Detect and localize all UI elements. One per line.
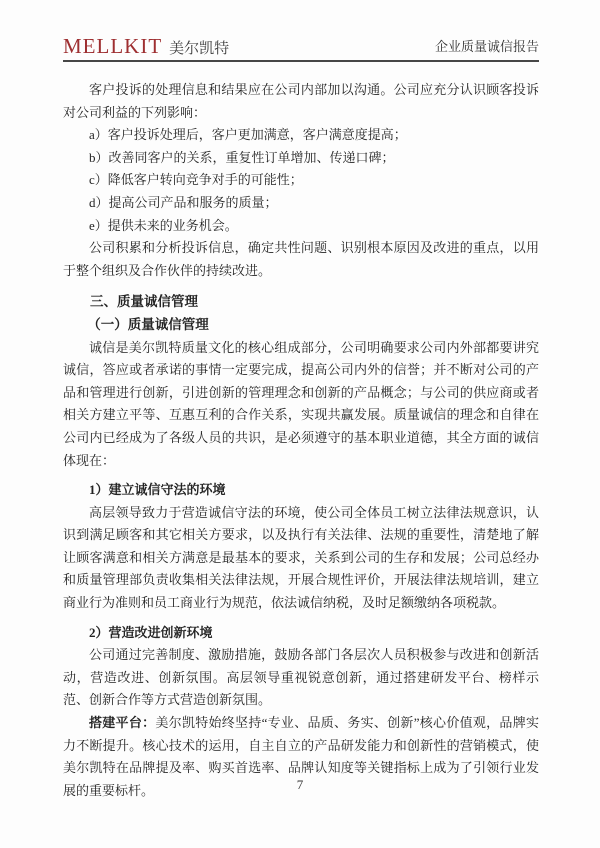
heading-law-abiding-environment: 1）建立诚信守法的环境 xyxy=(89,482,226,498)
section-heading-quality-integrity: 三、质量诚信管理 xyxy=(90,294,198,310)
document-body xyxy=(63,79,539,802)
paragraph-law-abiding-environment: 高层领导致力于营造诚信守法的环境，使公司全体员工树立法律法规意识，认识到满足顾客和其它相关方要求，以及执行有关法律、法规的重要性，清楚地了解让顾客满意和相关方满意是最基本的要求，关系到公司的生存和发展；公司总经办和质量管理部负责收集相关法律法规，开展合规性评价，开展法律法规培训，建立商业行为准则和员工商业行为规范，依法诚信纳税，及时足额缴纳各项税款。 xyxy=(63,504,539,611)
paragraph-innovation-environment: 公司通过完善制度、激励措施，鼓励各部门各层次人员积极参与改进和创新活动，营造改进、创新氛围。高层领导重视锐意创新，通过搭建研发平台、榜样示范、创新合作等方式营造创新氛围。 xyxy=(63,647,539,708)
logo-text-cn: 美尔凯特 xyxy=(169,41,230,57)
page-header xyxy=(63,34,539,62)
paragraph-complaint-analysis: 公司积累和分析投诉信息，确定共性问题、识别根本原因及改进的重点，以用于整个组织及合作伙伴的持续改进。 xyxy=(63,240,539,278)
list-item-complaint-effect-e: e）提供未来的业务机会。 xyxy=(89,217,238,233)
list-item-complaint-effect-a: a）客户投诉处理后，客户更加满意，客户满意度提高； xyxy=(89,127,407,143)
report-title: 企业质量诚信报告 xyxy=(434,39,539,54)
platform-text: 美尔凯特始终坚持“专业、品质、务实、创新”核心价值观，品牌实力不断提升。核心技术的运用，自主自立的产品研发能力和创新性的营销模式，使美尔凯特在品牌提及率、购买首选率、品牌认知度等关键指标上成为了引领行业发展的重要标杆。 xyxy=(63,715,539,798)
paragraph-integrity-culture: 诚信是美尔凯特质量文化的核心组成部分，公司明确要求公司内外部都要讲究诚信，答应或者承诺的事情一定要完成，提高公司内外的信誉；并不断对公司的产品和管理进行创新，引进创新的管理理念和创新的产品概念；与公司的供应商或者相关方建立平等、互惠互利的合作关系，实现共赢发展。质量诚信的理念和自律在公司内已经成为了各级人员的共识，是必须遵守的基本职业道德，其全方面的诚信体现在： xyxy=(63,339,539,468)
company-logo xyxy=(63,34,229,59)
page-number: 7 xyxy=(296,777,304,792)
paragraph-complaint-intro: 客户投诉的处理信息和结果应在公司内部加以沟通。公司应充分认识顾客投诉对公司利益的下列影响： xyxy=(63,82,539,120)
page-footer xyxy=(0,776,600,794)
subsection-heading-quality-integrity: （一）质量诚信管理 xyxy=(87,316,209,332)
logo-text-en: MELLKIT xyxy=(63,34,163,58)
heading-innovation-environment: 2）营造改进创新环境 xyxy=(89,624,213,640)
list-item-complaint-effect-c: c）降低客户转向竞争对手的可能性； xyxy=(89,172,303,188)
list-item-complaint-effect-b: b）改善同客户的关系，重复性订单增加、传递口碑； xyxy=(89,149,395,165)
platform-label: 搭建平台： xyxy=(89,715,156,731)
list-item-complaint-effect-d: d）提高公司产品和服务的质量； xyxy=(89,194,278,210)
